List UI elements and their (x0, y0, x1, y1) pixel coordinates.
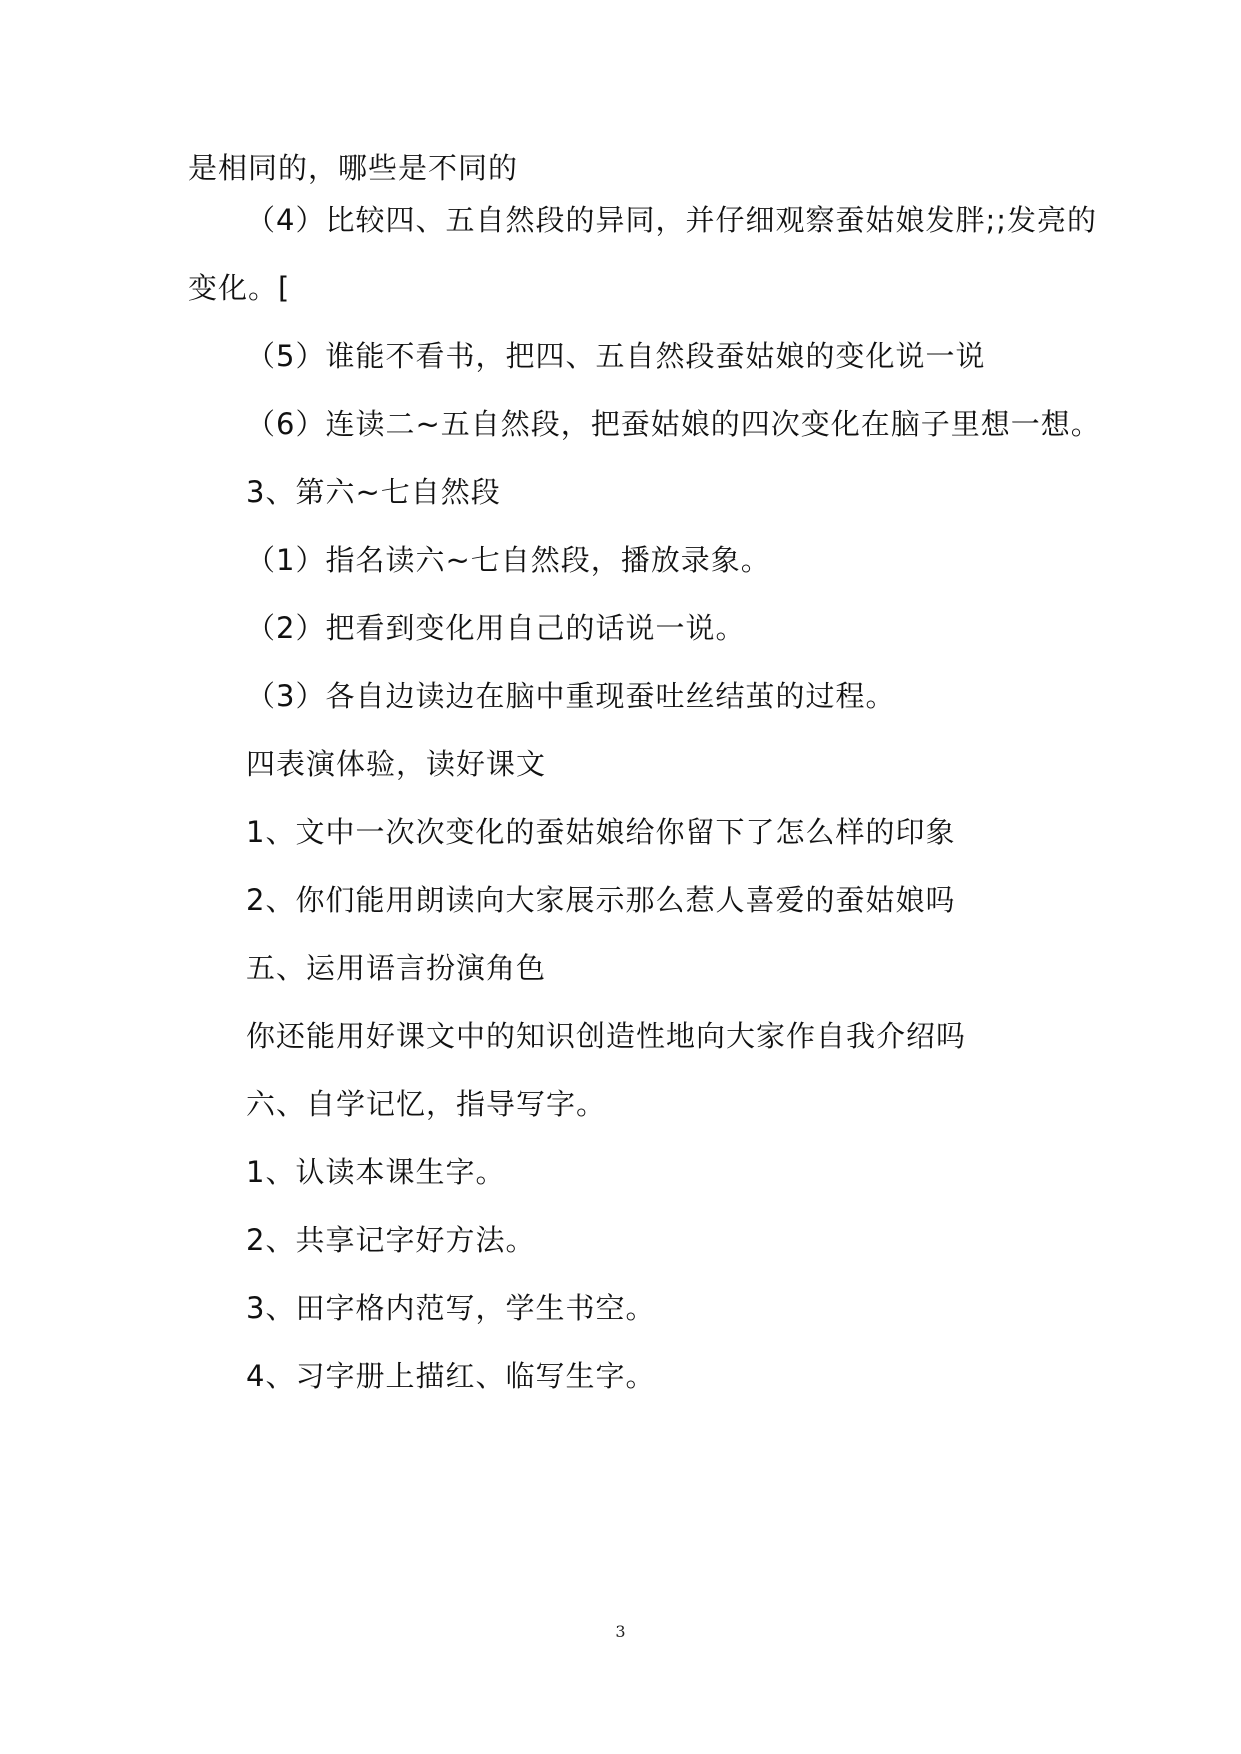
paragraph-line: （5）谁能不看书，把四、五自然段蚕姑娘的变化说一说 (246, 339, 986, 373)
paragraph-line: 是相同的，哪些是不同的 (188, 151, 519, 185)
paragraph-line: （3）各自边读边在脑中重现蚕吐丝结茧的过程。 (246, 679, 896, 713)
page-number: 3 (615, 1622, 626, 1641)
paragraph-line: 4、习字册上描红、临写生字。 (246, 1359, 656, 1393)
paragraph-line: 2、你们能用朗读向大家展示那么惹人喜爱的蚕姑娘吗 (246, 883, 956, 917)
section-heading: 四表演体验，读好课文 (246, 747, 547, 781)
paragraph-line: 1、文中一次次变化的蚕姑娘给你留下了怎么样的印象 (246, 815, 956, 849)
paragraph-line: （4）比较四、五自然段的异同，并仔细观察蚕姑娘发胖;;发亮的 (246, 203, 1097, 237)
paragraph-line: （1）指名读六~七自然段，播放录象。 (246, 543, 771, 577)
paragraph-line: 变化。[ (188, 271, 291, 305)
section-heading: 3、第六~七自然段 (246, 475, 501, 509)
paragraph-line: 1、认读本课生字。 (246, 1155, 506, 1189)
paragraph-line: （6）连读二~五自然段，把蚕姑娘的四次变化在脑子里想一想。 (246, 407, 1101, 441)
section-heading: 五、运用语言扮演角色 (246, 951, 547, 985)
paragraph-line: （2）把看到变化用自己的话说一说。 (246, 611, 746, 645)
paragraph-line: 3、田字格内范写，学生书空。 (246, 1291, 656, 1325)
paragraph-line: 你还能用好课文中的知识创造性地向大家作自我介绍吗 (246, 1019, 967, 1053)
section-heading: 六、自学记忆，指导写字。 (246, 1087, 607, 1121)
paragraph-line: 2、共享记字好方法。 (246, 1223, 536, 1257)
